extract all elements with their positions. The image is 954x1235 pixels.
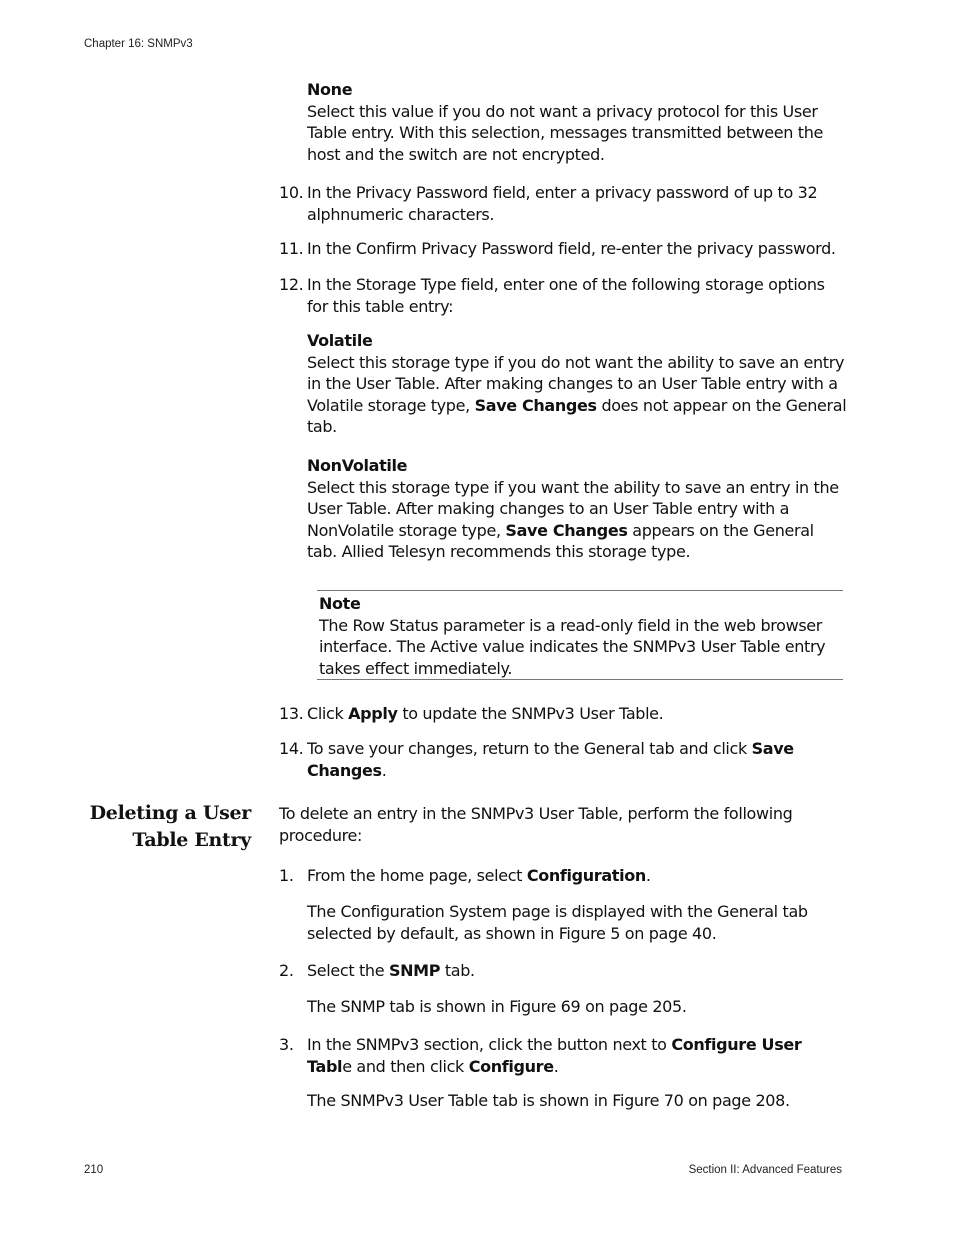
- step-number: 12.: [279, 275, 304, 294]
- step-text: In the Privacy Password field, enter a privacy password of up to 32 alphnumeric characters.: [307, 183, 818, 224]
- step-3-result: The SNMPv3 User Table tab is shown in Figure 70 on page 208.: [307, 1091, 790, 1110]
- step-number: 11.: [279, 239, 304, 258]
- step-text: In the Storage Type field, enter one of the following storage options for this table entry:: [307, 275, 825, 316]
- step-number: 14.: [279, 739, 304, 758]
- nonvolatile-option: [307, 455, 847, 563]
- page-number: 210: [84, 1164, 104, 1176]
- step-1-result: The Configuration System page is displayed with the General tab selected by default, as shown in Figure 5 on page 40.: [307, 902, 808, 943]
- step-number: 1.: [279, 866, 294, 885]
- step-number: 10.: [279, 183, 304, 202]
- none-description: Select this value if you do not want a privacy protocol for this User Table entry. With this selection, messages transmitted between the host and the switch are not encrypted.: [307, 101, 823, 164]
- volatile-option: [307, 330, 847, 438]
- step-1: 1. From the home page, select Configuration.: [279, 866, 651, 885]
- step-13: 13. Click Apply to update the SNMPv3 User Table.: [279, 704, 664, 723]
- none-title: None: [307, 80, 353, 99]
- step-2-result: The SNMP tab is shown in Figure 69 on page 205.: [307, 997, 687, 1016]
- section-intro: To delete an entry in the SNMPv3 User Table, perform the following procedure:: [279, 804, 793, 845]
- note-box: [317, 590, 843, 680]
- volatile-description: Select this storage type if you do not want the ability to save an entry in the User Table. After making changes to an User Table entry with a Volatile storage type, Save Changes does not appear on the General tab.: [307, 352, 847, 436]
- step-3: 3. In the SNMPv3 section, click the button next to Configure User Table and then click Configure.: [279, 1035, 802, 1076]
- step-14: 14. To save your changes, return to the General tab and click Save Changes.: [279, 739, 794, 780]
- running-footer: Section II: Advanced Features: [688, 1164, 842, 1176]
- volatile-title: Volatile: [307, 331, 373, 350]
- step-12: [279, 274, 843, 317]
- step-2: 2. Select the SNMP tab.: [279, 961, 475, 980]
- step-number: 3.: [279, 1035, 294, 1054]
- section-heading: Deleting a User Table Entry: [89, 802, 251, 851]
- nonvolatile-description: Select this storage type if you want the ability to save an entry in the User Table. After making changes to an User Table entry with a NonVolatile storage type, Save Changes appears on the General tab. Allied Telesyn recommends this storage type.: [307, 477, 839, 561]
- none-option: [307, 79, 847, 165]
- note-text: The Row Status parameter is a read-only field in the web browser interface. The Active value indicates the SNMPv3 User Table entry takes effect immediately.: [319, 615, 826, 678]
- running-header: Chapter 16: SNMPv3: [84, 38, 193, 50]
- step-number: 2.: [279, 961, 294, 980]
- step-10: [279, 182, 843, 225]
- nonvolatile-title: NonVolatile: [307, 456, 408, 475]
- step-text: In the Confirm Privacy Password field, re-enter the privacy password.: [307, 239, 836, 258]
- step-number: 13.: [279, 704, 304, 723]
- step-11: [279, 238, 843, 260]
- note-title: Note: [319, 594, 361, 613]
